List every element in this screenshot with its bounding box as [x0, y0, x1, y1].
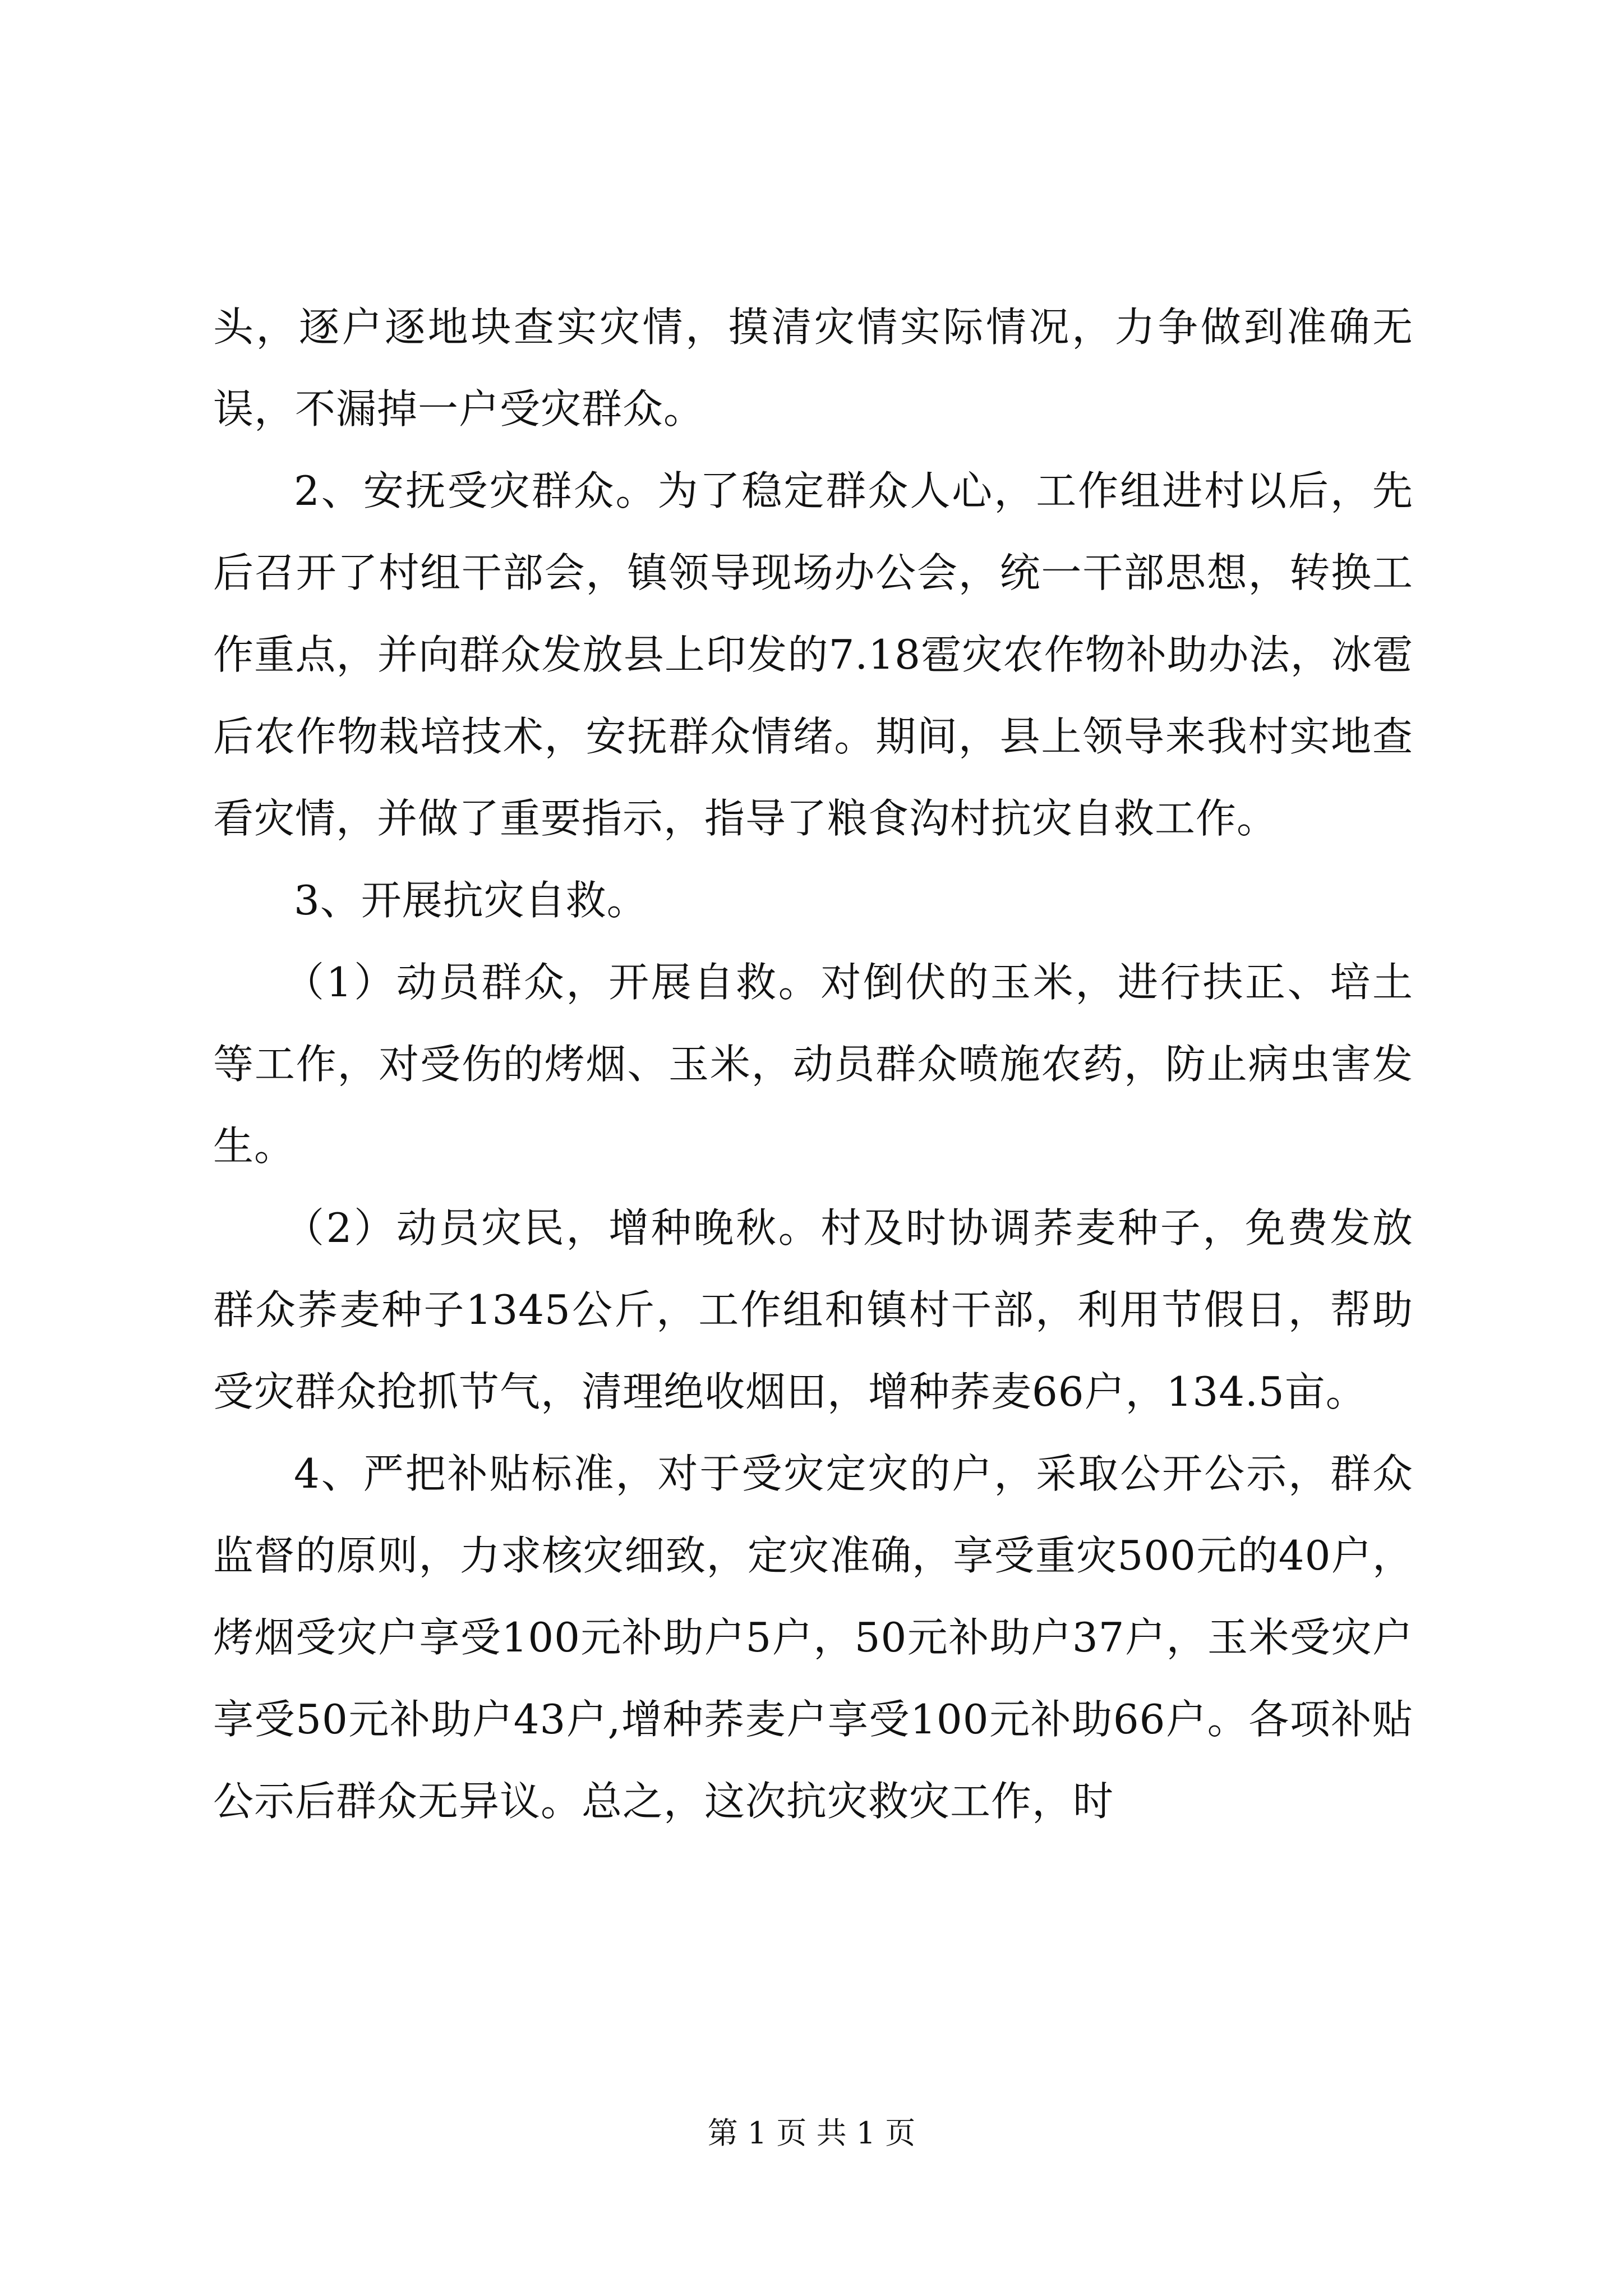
paragraph-continuation: 头，逐户逐地块查实灾情，摸清灾情实际情况，力争做到准确无误，不漏掉一户受灾群众。: [213, 303, 1413, 432]
document-body: [213, 286, 1413, 1842]
paragraph-subitem-2: （2）动员灾民，增种晚秋。村及时协调荞麦种子，免费发放群众荞麦种子1345公斤，工作组和镇村干部，利用节假日，帮助受灾群众抢抓节气，清理绝收烟田，增种荞麦66户，134.5亩。: [213, 1204, 1413, 1415]
page-footer: 第 1 页 共 1 页: [707, 2115, 916, 2151]
paragraph-item-2: 2、安抚受灾群众。为了稳定群众人心，工作组进村以后，先后召开了村组干部会，镇领导现场办公会，统一干部思想，转换工作重点，并向群众发放县上印发的7.18雹灾农作物补助办法，冰雹后农作物栽培技术，安抚群众情绪。期间，县上领导来我村实地查看灾情，并做了重要指示，指导了粮食沟村抗灾自救工作。: [213, 467, 1413, 842]
paragraph-item-3: 3、开展抗灾自救。: [294, 877, 648, 924]
paragraph-subitem-1: （1）动员群众，开展自救。对倒伏的玉米，进行扶正、培土等工作，对受伤的烤烟、玉米，动员群众喷施农药，防止病虫害发生。: [213, 959, 1413, 1170]
paragraph-item-4: 4、严把补贴标准，对于受灾定灾的户，采取公开公示，群众监督的原则，力求核灾细致，定灾准确，享受重灾500元的40户，烤烟受灾户享受100元补助户5户，50元补助户37户，玉米受灾户享受50元补助户43户,增种荞麦户享受100元补助66户。各项补贴公示后群众无异议。总之，这次抗灾救灾工作，时: [213, 1450, 1413, 1825]
